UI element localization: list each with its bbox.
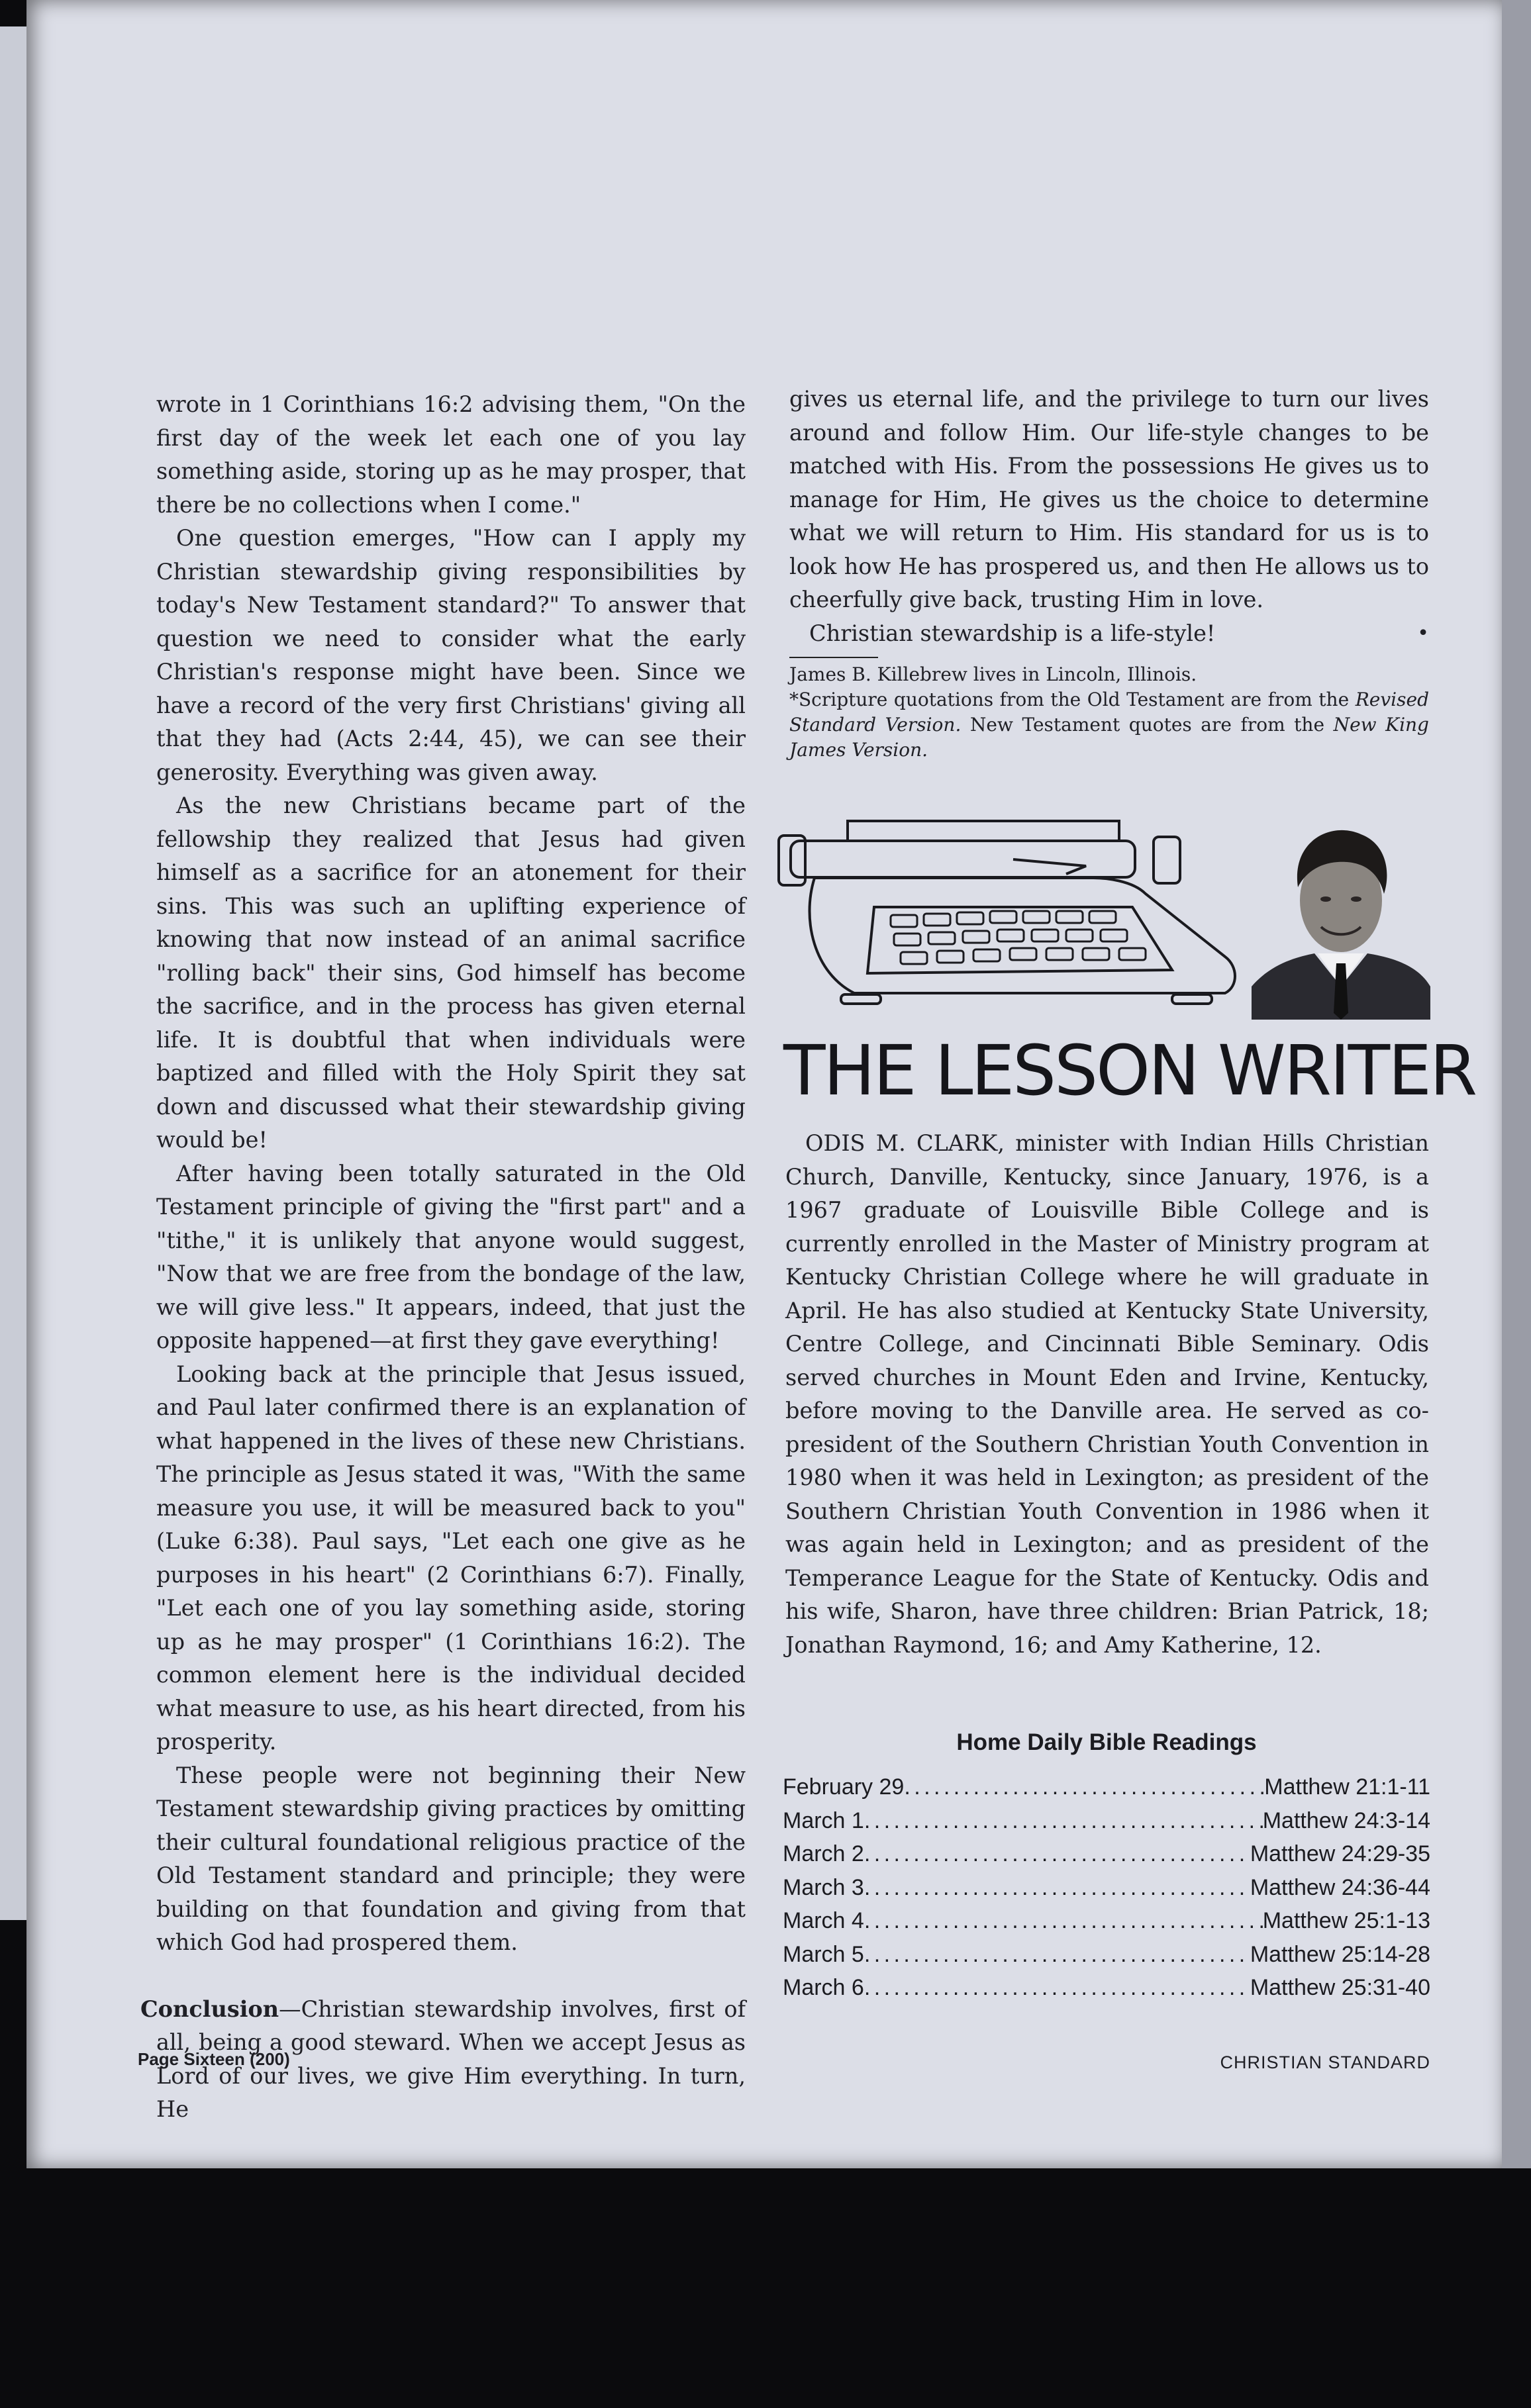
leader-dots (864, 1837, 1250, 1871)
lesson-writer-heading: THE LESSON WRITER (783, 1030, 1476, 1111)
reading-row (783, 1938, 1430, 1972)
paragraph: gives us eternal life, and the privilege to turn our lives around and follow Him. Our life-style changes to be matched with His. From the possessions He gives us to manage for Him, He gives us the choice to determine what we will return to Him. His standard for us is to look how He has prospered us, and then He allows us to cheerfully give back, trusting Him in love. (789, 386, 1429, 612)
paragraph: These people were not beginning their New Testament stewardship giving practices by omitting their cultural foundational religious practice of the Old Testament standard and principle; they were building on that foundation and giving from that which God had prospered them. (156, 1762, 746, 1955)
lesson-writer-illustration (775, 814, 1430, 1026)
closing-text: Christian stewardship is a life-style! (809, 620, 1216, 646)
daily-readings (783, 1729, 1430, 2005)
reading-date: March 2 (783, 1841, 864, 1866)
divider (789, 657, 878, 658)
leader-dots (904, 1770, 1264, 1804)
paragraph: As the new Christians became part of the fellowship they realized that Jesus had given himself as a sacrifice for an atonement for their sins. This was such an uplifting experience of knowing that now instead of an animal sacrifice "rolling back" their sins, God himself has become the sacrifice, and in the process has given eternal life. It is doubtful that when individuals were baptized and filled with the Holy Spirit they sat down and discussed what their stewardship giving would be! (156, 793, 746, 1153)
reading-date: March 6 (783, 1975, 864, 2000)
reading-reference: Matthew 25:14-28 (1250, 1941, 1430, 1967)
page-shadow-edge (1502, 0, 1531, 2168)
reading-reference: Matthew 25:31-40 (1250, 1975, 1430, 2000)
bio-paragraph: ODIS M. CLARK, minister with Indian Hills Christian Church, Danville, Kentucky, since January, 1976, is a 1967 graduate of Louisville Bible College and is currently enrolled in the Master of Ministry program at Kentucky Christian College where he will graduate in April. He has also studied at Kentucky State University, Centre College, and Cincinnati Bible Seminary. Odis served churches in Mount Eden and Irvine, Kentucky, before moving to the Danville area. He served as co-president of the Southern Christian Youth Convention in 1980 when it was held in Lexington; as president of the Southern Christian Youth Convention in 1986 when it was again held in Lexington; and as president of the Temperance League for the State of Kentucky. Odis and his wife, Sharon, have three children: Brian Patrick, 18; Jonathan Raymond, 16; and Amy Katherine, 12. (785, 1130, 1429, 1658)
readings-title: Home Daily Bible Readings (956, 1729, 1257, 1755)
reading-date: March 3 (783, 1874, 864, 1900)
conclusion-label: Conclusion (140, 1996, 279, 2022)
reading-date: March 5 (783, 1941, 864, 1967)
reading-row (783, 1804, 1430, 1838)
readings-list (783, 1770, 1430, 2005)
note-text: New Testament quotes are from the (961, 714, 1334, 736)
reading-row (783, 1904, 1430, 1938)
reading-row (783, 1770, 1430, 1804)
reading-reference: Matthew 21:1-11 (1264, 1774, 1430, 1800)
reading-date: February 29 (783, 1774, 905, 1800)
scripture-note (789, 687, 1429, 763)
end-mark: • (1417, 621, 1429, 645)
paragraph: wrote in 1 Corinthians 16:2 advising them, "On the first day of the week let each one of you lay something aside, storing up as he may prosper, that there be no collections when I come." (156, 391, 746, 518)
publication-name: CHRISTIAN STANDARD (1220, 2052, 1430, 2072)
note-version: New King James Version. (789, 714, 1429, 761)
reading-reference: Matthew 25:1-13 (1262, 1908, 1430, 1933)
paragraph: Looking back at the principle that Jesus issued, and Paul later confirmed there is an explanation of what happened in the lives of these new Christians. The principle as Jesus stated it was, "With the same measure you use, it will be measured back to you" (Luke 6:38). Paul says, "Let each one give as he purposes in his heart" (2 Corinthians 6:7). Finally, "Let each one of you lay something aside, storing up as he may prosper" (1 Corinthians 16:2). The common element here is the individual decided what measure to use, as his heart directed, from his prosperity. (156, 1361, 746, 1755)
paragraph: One question emerges, "How can I apply my Christian stewardship giving responsibilities by today's New Testament standard?" To answer that question we need to consider what the early Christian's response might have been. Since we have a record of the very first Christians' giving all that they had (Acts 2:44, 45), we can see their generosity. Everything was given away. (156, 525, 746, 785)
reading-row (783, 1837, 1430, 1871)
author-note: James B. Killebrew lives in Lincoln, Illinois. (789, 663, 1197, 685)
reading-reference: Matthew 24:36-44 (1250, 1874, 1430, 1900)
leader-dots (864, 1871, 1250, 1905)
left-column (140, 388, 746, 2127)
note-version: Revised Standard Version. (789, 689, 1429, 736)
leader-dots (864, 1971, 1250, 2005)
author-portrait (1252, 830, 1430, 1020)
right-column (789, 383, 1429, 763)
reading-reference: Matthew 24:3-14 (1262, 1807, 1430, 1833)
reading-row (783, 1971, 1430, 2005)
reading-row (783, 1871, 1430, 1905)
reading-date: March 4 (783, 1908, 864, 1933)
leader-dots (864, 1904, 1263, 1938)
note-text: *Scripture quotations from the Old Testament are from the (789, 689, 1356, 710)
conclusion-text: —Christian stewardship involves, first of all, being a good steward. When we accept Jesus as Lord of our lives, we give Him everything. In turn, He (156, 1996, 746, 2122)
lesson-writer-bio (785, 1127, 1429, 1662)
leader-dots (864, 1804, 1263, 1838)
page-number: Page Sixteen (200) (138, 2049, 290, 2069)
closing-line (789, 617, 1429, 651)
typewriter-icon (779, 821, 1235, 1004)
leader-dots (864, 1938, 1250, 1972)
previous-page-edge (0, 26, 26, 1920)
paragraph: After having been totally saturated in the Old Testament principle of giving the "first part" and a "tithe," it is unlikely that anyone would suggest, "Now that we are free from the bondage of the law, we will give less." It appears, indeed, that just the opposite happened—at first they gave everything! (156, 1160, 746, 1353)
reading-reference: Matthew 24:29-35 (1250, 1841, 1430, 1866)
reading-date: March 1 (783, 1807, 864, 1833)
